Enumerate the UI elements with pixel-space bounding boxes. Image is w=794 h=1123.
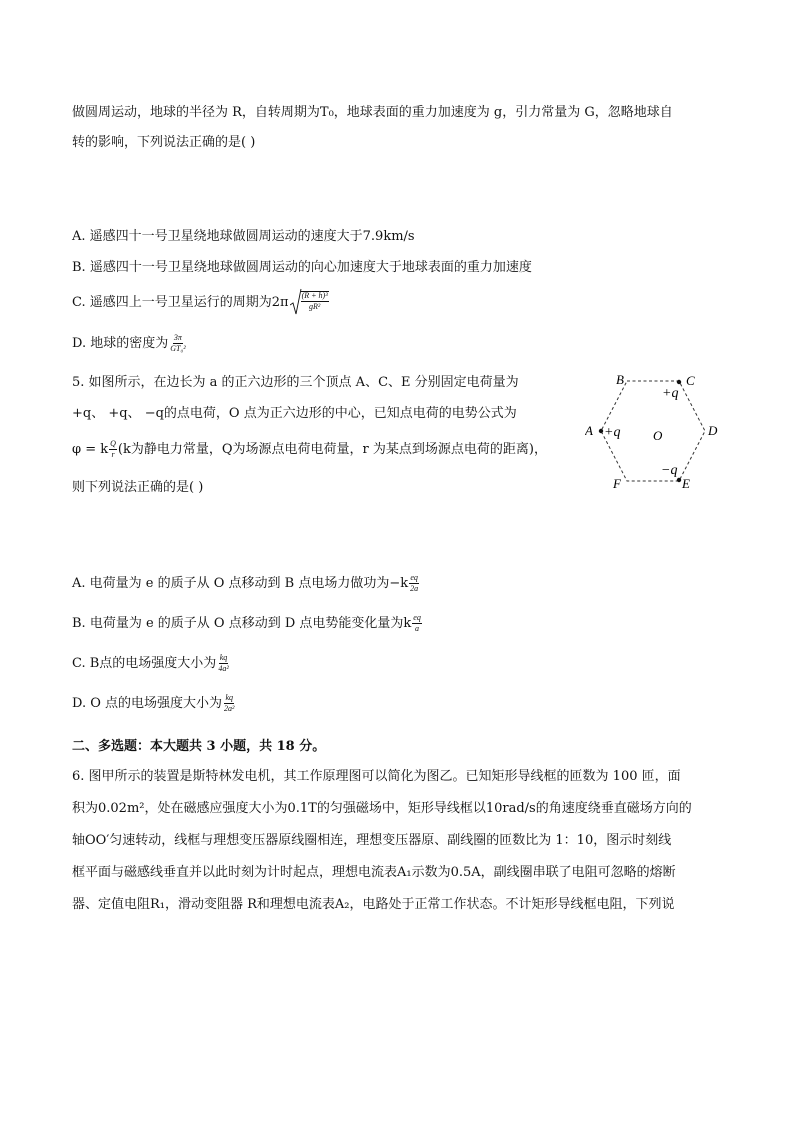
q4-option-a: A. 遥感四十一号卫星绕地球做圆周运动的速度大于7.9km/s: [72, 229, 415, 244]
q4-option-c-text: C. 遥感四上一号卫星运行的周期为2π: [72, 294, 289, 310]
q5-option-b-denominator: a: [415, 624, 420, 633]
q5-formula-denominator: r: [111, 450, 115, 459]
q6-line-1: 6. 图甲所示的装置是斯特林发电机，其工作原理图可以简化为图乙。已知矩形导线框的匝数为 100 匝，面: [72, 769, 681, 784]
q5-stem-line-1: 5. 如图所示，在边长为 a 的正六边形的三个顶点 A、C、E 分别固定电荷量为: [72, 375, 519, 390]
q5-option-a-numerator: eq: [410, 573, 418, 582]
q5-option-a: [72, 574, 420, 593]
vertex-label-b: B: [616, 372, 624, 387]
q6-line-5: 器、定值电阻R₁，滑动变阻器 R和理想电流表A₂，电路处于正常工作状态。不计矩形导线框电阻，下列说: [72, 897, 675, 912]
charge-label-a: +q: [604, 425, 621, 440]
q5-formula-numerator: Q: [110, 439, 116, 448]
q5-option-c-numerator: kq: [219, 653, 228, 662]
q4-option-c: [72, 288, 330, 316]
q4-option-c-fraction: [301, 291, 329, 311]
q5-formula-fraction: [109, 440, 117, 459]
q4-stem-line-1: 做圆周运动，地球的半径为 R，自转周期为T₀，地球表面的重力加速度为 g，引力常量为 G，忽略地球自: [72, 105, 673, 120]
q5-option-a-fraction: [409, 574, 419, 593]
q4-stem-line-2: 转的影响，下列说法正确的是( ): [72, 135, 256, 150]
vertex-label-a: A: [585, 423, 593, 438]
q4-option-c-denominator: gR²: [308, 302, 321, 311]
q4-option-d-denominator: GT₀²: [170, 344, 186, 353]
q5-stem-line-3: [72, 440, 547, 459]
q5-option-a-text: A. 电荷量为 e 的质子从 O 点移动到 B 点电场力做功为−k: [72, 576, 409, 591]
q5-option-b: [72, 614, 423, 633]
q5-option-c-text: C. B点的电场强度大小为: [72, 656, 217, 671]
q5-option-c-denominator: 4a²: [218, 664, 229, 673]
q5-option-c: [72, 654, 231, 673]
q6-line-2: 积为0.02m²，处在磁感应强度大小为0.1T的匀强磁场中，矩形导线框以10rad/s的角速度绕垂直磁场方向的: [72, 801, 692, 816]
vertex-label-e: E: [682, 476, 690, 491]
q4-option-b: B. 遥感四十一号卫星绕地球做圆周运动的向心加速度大于地球表面的重力加速度: [72, 260, 532, 275]
q5-option-d-fraction: [223, 694, 235, 713]
q5-stem-line-4: 则下列说法正确的是( ): [72, 480, 204, 495]
q5-option-d: [72, 694, 236, 713]
vertex-label-f: F: [613, 476, 621, 491]
vertex-label-d: D: [708, 423, 718, 438]
vertex-label-c: C: [686, 373, 695, 388]
q5-option-a-denominator: 2a: [410, 584, 419, 593]
q5-option-d-denominator: 2a²: [224, 704, 235, 713]
q5-formula-prefix: φ = k: [72, 442, 109, 457]
q5-stem-line-2: +q、 +q、 −q的点电荷，O 点为正六边形的中心，已知点电荷的电势公式为: [72, 406, 517, 421]
q5-formula-suffix: (k为静电力常量，Q为场源点电荷电荷量，r 为某点到场源点电荷的距离)，: [117, 442, 547, 457]
charge-label-c: +q: [662, 386, 679, 401]
charge-label-e: −q: [661, 463, 678, 478]
section-heading: 二、多选题：本大题共 3 小题，共 18 分。: [72, 739, 326, 754]
q4-option-d-fraction: [169, 334, 186, 353]
charge-dot-e: [677, 478, 681, 482]
charge-dot-c: [677, 380, 681, 384]
q6-line-3: 轴OO′匀速转动，线框与理想变压器原线圈相连，理想变压器原、副线圈的匝数比为 1：10，图示时刻线: [72, 833, 672, 848]
q6-line-4: 框平面与磁感线垂直并以此时刻为计时起点，理想电流表A₁示数为0.5A，副线圈串联了电阻可忽略的熔断: [72, 865, 676, 880]
charge-dot-a: [599, 429, 603, 433]
q5-option-d-numerator: kq: [225, 693, 233, 702]
q5-option-c-fraction: [217, 654, 229, 673]
q5-option-b-numerator: eq: [413, 613, 421, 622]
q4-option-d: [72, 334, 188, 353]
center-label-o: O: [653, 428, 663, 443]
q5-option-b-fraction: [412, 614, 422, 633]
q5-option-b-text: B. 电荷量为 e 的质子从 O 点移动到 D 点电势能变化量为k: [72, 616, 412, 631]
hexagon-diagram: [585, 368, 725, 498]
q5-option-d-text: D. O 点的电场强度大小为: [72, 696, 223, 711]
q4-option-c-numerator: (R + h)³: [301, 291, 328, 300]
q4-option-d-text: D. 地球的密度为: [72, 336, 169, 351]
q4-option-d-numerator: 3π: [173, 333, 182, 342]
